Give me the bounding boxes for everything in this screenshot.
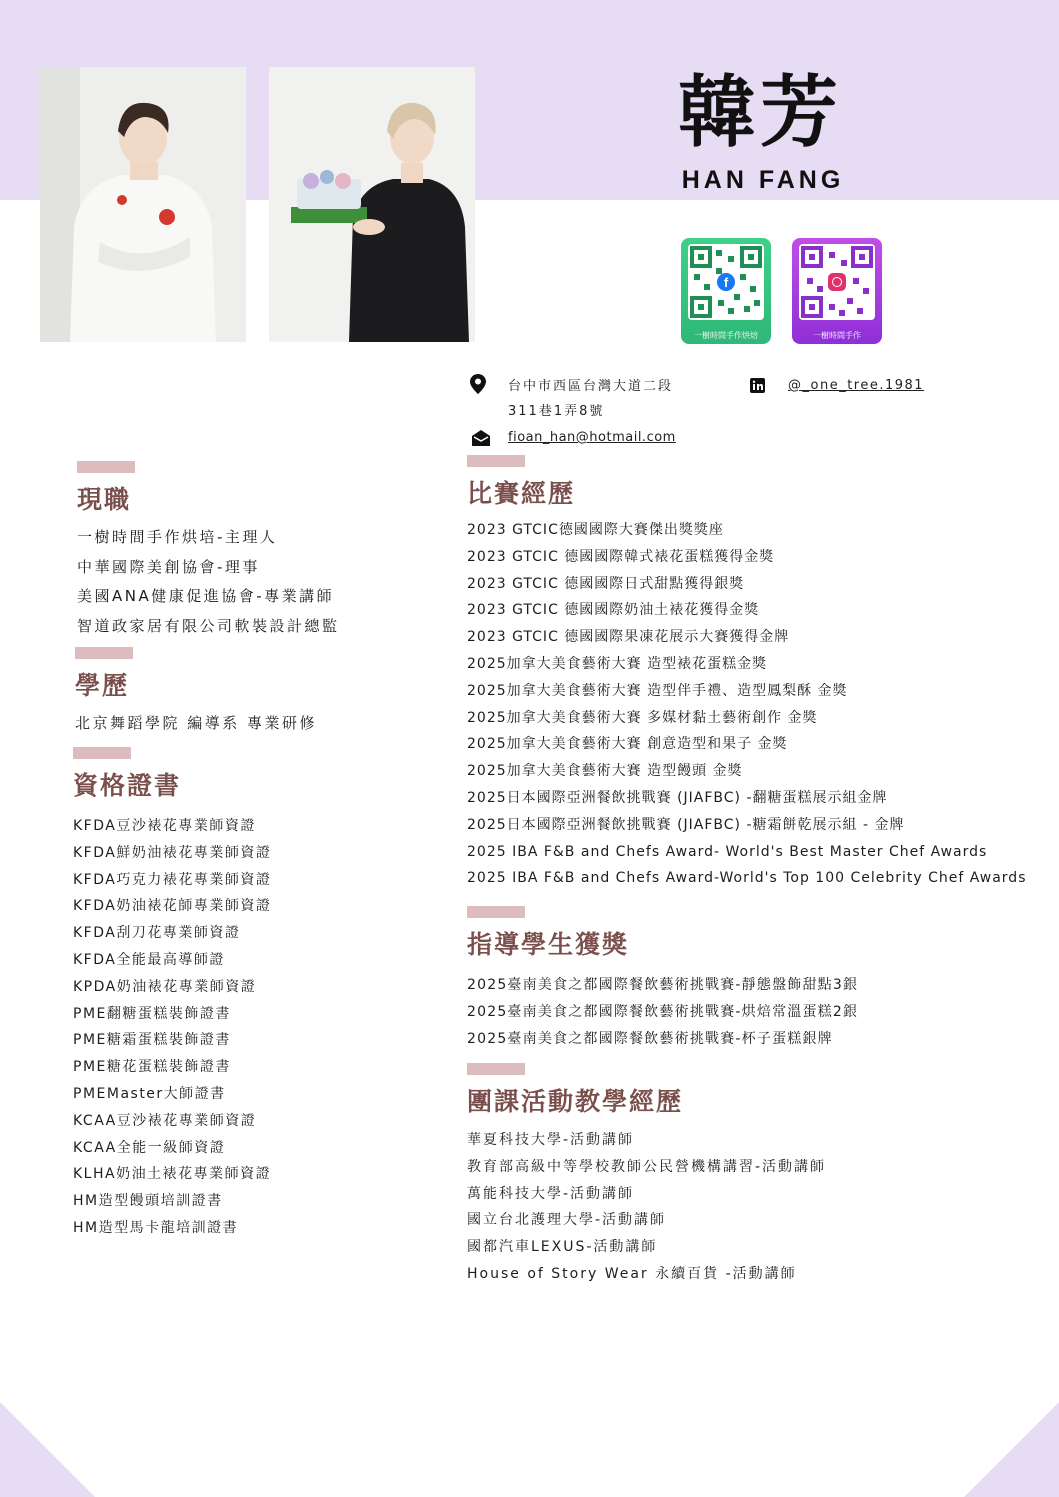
section-title: 現職	[77, 485, 132, 514]
list-item: 2025日本國際亞洲餐飲挑戰賽 (JIAFBC) -翻糖蛋糕展示組金牌	[467, 789, 888, 806]
address-line-2: 311巷1弄8號	[508, 404, 605, 419]
list-item: 2025 IBA F&B and Chefs Award- World's Best Master Chef Awards	[467, 843, 988, 860]
list-item: 一樹時間手作烘培-主理人	[77, 528, 278, 546]
list-item: PMEMaster大師證書	[73, 1085, 226, 1102]
corner-decoration-left	[0, 1402, 95, 1497]
instagram-qr-code[interactable]	[792, 238, 882, 344]
facebook-qr-code[interactable]	[681, 238, 771, 344]
section-accent-bar	[77, 461, 135, 473]
name-english: HAN FANG	[681, 166, 845, 194]
list-item: 北京舞蹈學院 編導系 專業研修	[75, 714, 318, 732]
profile-photo-white-jacket	[40, 67, 246, 342]
list-item: 2025日本國際亞洲餐飲挑戰賽 (JIAFBC) -糖霜餅乾展示組 - 金牌	[467, 816, 905, 833]
list-item: KFDA巧克力裱花專業師資證	[73, 871, 272, 888]
list-item: 2025加拿大美食藝術大賽 造型伴手禮、造型鳳梨酥 金獎	[467, 682, 848, 699]
list-item: KFDA鮮奶油裱花專業師資證	[73, 844, 272, 861]
list-item: 2025臺南美食之都國際餐飲藝術挑戰賽-杯子蛋糕銀牌	[467, 1031, 833, 1047]
list-item: KPDA奶油裱花專業師資證	[73, 978, 257, 995]
list-item: KCAA全能一級師資證	[73, 1139, 226, 1156]
list-item: 中華國際美創協會-理事	[77, 557, 260, 576]
corner-decoration-right	[964, 1402, 1059, 1497]
section-accent-bar	[467, 1063, 525, 1075]
list-item: 2025臺南美食之都國際餐飲藝術挑戰賽-烘焙常溫蛋糕2銀	[467, 1004, 859, 1020]
facebook-icon: f	[717, 273, 735, 291]
section-title: 學歷	[75, 671, 130, 700]
competitions-section	[467, 455, 1027, 892]
list-item: 智道政家居有限公司軟裝設計總監	[77, 616, 340, 635]
section-accent-bar	[73, 747, 131, 759]
list-item: 2023 GTCIC 德國國際韓式裱花蛋糕獲得金獎	[467, 548, 775, 565]
teaching-section	[467, 1063, 826, 1288]
list-item: 2025加拿大美食藝術大賽 造型饅頭 金獎	[467, 763, 743, 780]
list-item: 國都汽車LEXUS-活動講師	[467, 1239, 658, 1256]
current-position-section	[77, 461, 340, 641]
list-item: KFDA全能最高導師證	[73, 951, 225, 968]
certificates-section	[73, 747, 271, 1242]
list-item: 萬能科技大學-活動講師	[467, 1185, 635, 1202]
education-section	[75, 647, 317, 738]
list-item: 國立台北護理大學-活動講師	[467, 1212, 667, 1229]
list-item: 2025加拿大美食藝術大賽 多媒材黏土藝術創作 金獎	[467, 709, 818, 726]
list-item: 2023 GTCIC 德國國際果凍花展示大賽獲得金牌	[467, 629, 790, 646]
list-item: 教育部高級中等學校教師公民營機構講習-活動講師	[467, 1158, 827, 1175]
location-pin-icon	[470, 374, 486, 394]
profile-photo-black-jacket	[269, 67, 475, 342]
section-title: 團課活動教學經歷	[467, 1087, 684, 1116]
linkedin-icon	[750, 378, 765, 393]
address-line-1: 台中市西區台灣大道二段	[508, 379, 674, 394]
qr-caption: 一樹時間手作	[813, 331, 861, 340]
envelope-icon	[472, 430, 490, 446]
list-item: 2025臺南美食之都國際餐飲藝術挑戰賽-靜態盤飾甜點3銀	[467, 977, 859, 993]
list-item: KFDA豆沙裱花專業師資證	[73, 818, 256, 834]
list-item: 2025加拿大美食藝術大賽 造型裱花蛋糕金獎	[467, 655, 768, 672]
section-accent-bar	[75, 647, 133, 659]
email-link[interactable]: fioan_han@hotmail.com	[508, 430, 676, 445]
list-item: PME糖霜蛋糕裝飾證書	[73, 1032, 231, 1049]
qr-caption: 一樹時間手作烘焙	[694, 331, 758, 340]
social-handle-link[interactable]: @_one_tree.1981	[788, 378, 925, 393]
section-title: 指導學生獲獎	[467, 930, 630, 959]
list-item: KFDA奶油裱花師專業師資證	[73, 898, 272, 915]
list-item: PME糖花蛋糕裝飾證書	[73, 1059, 231, 1076]
list-item: 2025加拿大美食藝術大賽 創意造型和果子 金獎	[467, 736, 788, 753]
list-item: KCAA豆沙裱花專業師資證	[73, 1112, 257, 1129]
name-chinese: 韓芳	[677, 68, 842, 158]
list-item: 美國ANA健康促進協會-專業講師	[77, 587, 335, 605]
list-item: 2023 GTCIC 德國國際日式甜點獲得銀獎	[467, 575, 745, 592]
list-item: House of Story Wear 永續百貨 -活動講師	[467, 1265, 797, 1282]
list-item: 華夏科技大學-活動講師	[467, 1132, 635, 1148]
instagram-icon	[828, 273, 846, 291]
list-item: 2023 GTCIC 德國國際奶油土裱花獲得金獎	[467, 602, 760, 619]
section-accent-bar	[467, 455, 525, 467]
list-item: PME翻糖蛋糕裝飾證書	[73, 1005, 231, 1022]
section-accent-bar	[467, 906, 525, 918]
list-item: KFDA刮刀花專業師資證	[73, 925, 241, 942]
list-item: 2025 IBA F&B and Chefs Award-World's Top 100 Celebrity Chef Awards	[467, 870, 1027, 887]
list-item: KLHA奶油土裱花專業師資證	[73, 1166, 272, 1183]
section-title: 比賽經歷	[467, 479, 576, 508]
student-awards-section	[467, 906, 858, 1053]
list-item: HM造型馬卡龍培訓證書	[73, 1219, 239, 1236]
section-title: 資格證書	[73, 771, 182, 800]
list-item: 2023 GTCIC德國國際大賽傑出獎獎座	[467, 522, 724, 538]
list-item: HM造型饅頭培訓證書	[73, 1193, 223, 1210]
